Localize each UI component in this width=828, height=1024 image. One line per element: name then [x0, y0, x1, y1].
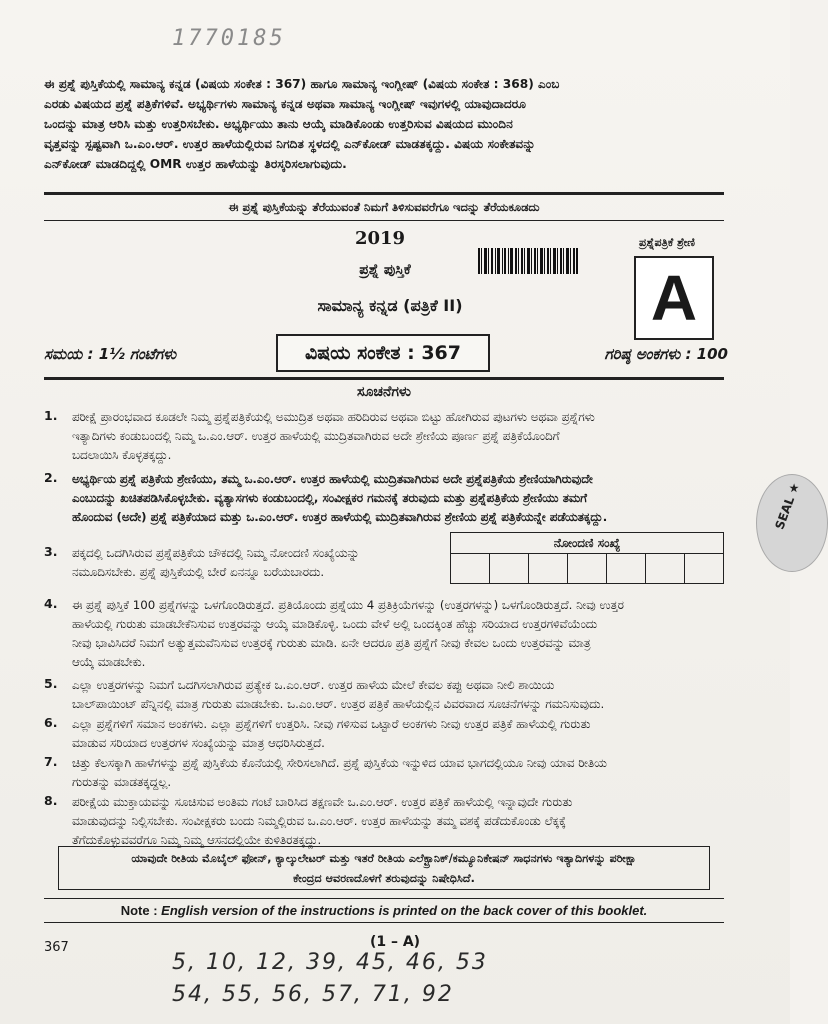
divider: [44, 220, 724, 221]
intro-paragraph: [44, 74, 724, 174]
instruction-line: ಎಂಬುದನ್ನು ಖಚಿತಪಡಿಸಿಕೊಳ್ಳಬೇಕು. ವ್ಯತ್ಯಾಸಗಳು ಕಂಡುಬಂದಲ್ಲಿ, ಸಂವೀಕ್ಷಕರ ಗಮನಕ್ಕೆ ತರುವುದು ಮತ್ತು ಪ್ರಶ್ನೆಪತ್ರಿಕೆಯ ಶ್ರೇಣಿಯು ತಮಗೆ: [72, 491, 587, 505]
instruction-item: [44, 596, 724, 672]
handwritten-numbers-line: 54, 55, 56, 57, 71, 92: [172, 982, 454, 1007]
instruction-number: 4.: [44, 596, 58, 611]
instruction-number: 5.: [44, 676, 58, 691]
intro-line: ಒಂದನ್ನು ಮಾತ್ರ ಆರಿಸಿ ಮತ್ತು ಉತ್ತರಿಸಬೇಕು. ಅಭ್ಯರ್ಥಿಯು ತಾನು ಆಯ್ಕೆ ಮಾಡಿಕೊಂಡು ಉತ್ತರಿಸುವ ವಿಷಯದ ಮುಂದಿನ: [44, 117, 513, 131]
intro-line: ಈ ಪ್ರಶ್ನೆ ಪುಸ್ತಿಕೆಯಲ್ಲಿ ಸಾಮಾನ್ಯ ಕನ್ನಡ (ವಿಷಯ ಸಂಕೇತ : 367) ಹಾಗೂ ಸಾಮಾನ್ಯ ಇಂಗ್ಲೀಷ್ (ವಿಷಯ ಸಂಕೇತ : 368) ಎಂಬ: [44, 77, 560, 91]
divider: [44, 922, 724, 923]
instruction-item: [44, 676, 724, 714]
instruction-item: [44, 544, 444, 582]
time-label: ಸಮಯ : 1½ ಗಂಟೆಗಳು: [44, 345, 177, 363]
english-version-note: [44, 903, 724, 918]
registration-cell[interactable]: [490, 554, 529, 583]
instruction-item: [44, 408, 724, 465]
max-marks: ಗರಿಷ್ಠ ಅಂಕಗಳು : 100: [604, 345, 728, 363]
series-box: [634, 256, 714, 340]
instruction-line: ಬದಲಾಯಿಸಿ ಕೊಳ್ಳತಕ್ಕದ್ದು.: [72, 448, 172, 462]
prohibited-devices-banner: [58, 846, 710, 890]
instruction-line: ಇತ್ಯಾದಿಗಳು ಕಂಡುಬಂದಲ್ಲಿ ನಿಮ್ಮ ಒ.ಎಂ.ಆರ್. ಉತ್ತರ ಹಾಳೆಯಲ್ಲಿ ಮುದ್ರಿತವಾಗಿರುವ ಅದೇ ಶ್ರೇಣಿಯ ಪೂರ್ಣ ಪ್ರಶ್ನೆ ಪತ್ರಿಕೆಯೊಂದಿಗೆ: [72, 429, 560, 443]
handwritten-numbers-line: 5, 10, 12, 39, 45, 46, 53: [172, 950, 488, 975]
instruction-line: ಅಭ್ಯರ್ಥಿಯ ಪ್ರಶ್ನೆ ಪತ್ರಿಕೆಯ ಶ್ರೇಣಿಯು, ತಮ್ಮ ಒ.ಎಂ.ಆರ್. ಉತ್ತರ ಹಾಳೆಯಲ್ಲಿ ಮುದ್ರಿತವಾಗಿರುವ ಅದೇ ಪ್ರಶ್ನೆಪತ್ರಿಕೆಯ ಶ್ರೇಣಿಯಾಗಿರುವುದೇ: [72, 472, 593, 486]
instruction-line: ಎಲ್ಲಾ ಪ್ರಶ್ನೆಗಳಿಗೆ ಸಮಾನ ಅಂಕಗಳು. ಎಲ್ಲಾ ಪ್ರಶ್ನೆಗಳಿಗೆ ಉತ್ತರಿಸಿ. ನೀವು ಗಳಿಸುವ ಒಟ್ಟಾರೆ ಅಂಕಗಳು ನೀವು ಉತ್ತರ ಪತ್ರಿಕೆ ಹಾಳೆಯಲ್ಲಿ ಗುರುತು: [72, 717, 591, 731]
instruction-line: ನಮೂದಿಸಬೇಕು. ಪ್ರಶ್ನೆ ಪುಸ್ತಿಕೆಯಲ್ಲಿ ಬೇರೆ ಏನನ್ನೂ ಬರೆಯಬಾರದು.: [72, 565, 325, 579]
instruction-item: [44, 470, 724, 527]
instruction-line: ಚಿತ್ತು ಕೆಲಸಕ್ಕಾಗಿ ಹಾಳೆಗಳನ್ನು ಪ್ರಶ್ನೆ ಪುಸ್ತಿಕೆಯ ಕೊನೆಯಲ್ಲಿ ಸೇರಿಸಲಾಗಿದೆ. ಪ್ರಶ್ನೆ ಪುಸ್ತಿಕೆಯ ಇನ್ನುಳಿದ ಯಾವ ಭಾಗದಲ್ಲಿಯೂ ನೀವು ಯಾವ ರೀತಿಯ: [72, 756, 607, 770]
instruction-line: ಪರೀಕ್ಷೆ ಪ್ರಾರಂಭವಾದ ಕೂಡಲೇ ನಿಮ್ಮ ಪ್ರಶ್ನೆಪತ್ರಿಕೆಯಲ್ಲಿ ಅಮುದ್ರಿತ ಅಥವಾ ಹರಿದಿರುವ ಅಥವಾ ಬಿಟ್ಟು ಹೋಗಿರುವ ಪುಟಗಳು ಅಥವಾ ಪ್ರಶ್ನೆಗಳು: [72, 410, 595, 424]
instruction-line: ಎಲ್ಲಾ ಉತ್ತರಗಳನ್ನು ನಿಮಗೆ ಒದಗಿಸಲಾಗಿರುವ ಪ್ರತ್ಯೇಕ ಒ.ಎಂ.ಆರ್. ಉತ್ತರ ಹಾಳೆಯ ಮೇಲೆ ಕೇವಲ ಕಪ್ಪು ಅಥವಾ ನೀಲಿ ಶಾಯಿಯ: [72, 678, 555, 692]
subject-code: ವಿಷಯ ಸಂಕೇತ : 367: [305, 342, 461, 364]
seal-sticker: [756, 474, 828, 572]
instruction-number: 8.: [44, 793, 58, 808]
instruction-number: 3.: [44, 544, 58, 559]
instruction-line: ತೆಗೆದುಕೊಳ್ಳುವವರೆಗೂ ನಿಮ್ಮ ನಿಮ್ಮ ಆಸನದಲ್ಲಿಯೇ ಕುಳಿತಿರತಕ್ಕದ್ದು.: [72, 833, 322, 847]
instruction-line: ನೀವು ಭಾವಿಸಿದರೆ ನಿಮಗೆ ಅತ್ಯುತ್ತಮವೆನಿಸುವ ಉತ್ತರಕ್ಕೆ ಗುರುತು ಮಾಡಿ. ಏನೇ ಆದರೂ ಪ್ರತಿ ಪ್ರಶ್ನೆಗೆ ನೀವು ಕೇವಲ ಒಂದು ಉತ್ತರವನ್ನು ಮಾತ್ರ: [72, 636, 591, 650]
divider: [44, 377, 724, 380]
instruction-line: ಹಾಳೆಯಲ್ಲಿ ಗುರುತು ಮಾಡಬೇಕೆನಿಸುವ ಉತ್ತರವನ್ನು ಆಯ್ಕೆ ಮಾಡಿಕೊಳ್ಳಿ. ಒಂದು ವೇಳೆ ಅಲ್ಲಿ ಒಂದಕ್ಕಿಂತ ಹೆಚ್ಚು ಸರಿಯಾದ ಉತ್ತರಗಳಿವೆಯೆಂದು: [72, 617, 598, 631]
do-not-open-notice: ಈ ಪ್ರಶ್ನೆ ಪುಸ್ತಿಕೆಯನ್ನು ತೆರೆಯುವಂತೆ ನಿಮಗೆ ತಿಳಿಸುವವರೆಗೂ ಇದನ್ನು ತೆರೆಯಕೂಡದು: [228, 200, 540, 214]
instruction-item: [44, 754, 724, 792]
instruction-line: ಪರೀಕ್ಷೆಯ ಮುಕ್ತಾಯವನ್ನು ಸೂಚಿಸುವ ಅಂತಿಮ ಗಂಟೆ ಬಾರಿಸಿದ ತಕ್ಷಣವೇ ಒ.ಎಂ.ಆರ್. ಉತ್ತರ ಪತ್ರಿಕೆ ಹಾಳೆಯಲ್ಲಿ ಇನ್ನಾವುದೇ ಗುರುತು: [72, 795, 573, 809]
registration-box-title: ನೋಂದಣಿ ಸಂಖ್ಯೆ: [451, 533, 723, 554]
subject-code-box: [276, 334, 490, 372]
registration-cell[interactable]: [685, 554, 723, 583]
note-text: English version of the instructions is printed on the back cover of this booklet.: [161, 903, 648, 918]
footer-code: 367: [44, 940, 69, 955]
series-label: ಪ್ರಶ್ನೆಪತ್ರಿಕೆ ಶ್ರೇಣಿ: [639, 236, 695, 249]
instruction-number: 1.: [44, 408, 58, 423]
intro-line: ಎನ್‌ಕೋಡ್ ಮಾಡದಿದ್ದಲ್ಲಿ OMR ಉತ್ತರ ಹಾಳೆಯನ್ನು ತಿರಸ್ಕರಿಸಲಾಗುವುದು.: [44, 157, 347, 171]
registration-cell[interactable]: [451, 554, 490, 583]
banner-line: ಕೇಂದ್ರದ ಆವರಣದೊಳಗೆ ತರುವುದನ್ನು ನಿಷೇಧಿಸಿದೆ.: [293, 872, 475, 885]
registration-cell[interactable]: [529, 554, 568, 583]
series-value: A: [650, 262, 698, 334]
intro-line: ವೃತ್ತವನ್ನು ಸ್ಪಷ್ಟವಾಗಿ ಒ.ಎಂ.ಆರ್. ಉತ್ತರ ಹಾಳೆಯಲ್ಲಿರುವ ನಿಗದಿತ ಸ್ಥಳದಲ್ಲಿ ಎನ್‌ಕೋಡ್ ಮಾಡತಕ್ಕದ್ದು. ವಿಷಯ ಸಂಕೇತವನ್ನು: [44, 137, 536, 151]
barcode-icon: [478, 248, 578, 274]
instruction-line: ಮಾಡುವುದನ್ನು ನಿಲ್ಲಿಸಬೇಕು. ಸಂವೀಕ್ಷಕರು ಬಂದು ನಿಮ್ಮಲ್ಲಿರುವ ಒ.ಎಂ.ಆರ್. ಉತ್ತರ ಹಾಳೆಯನ್ನು ತಮ್ಮ ವಶಕ್ಕೆ ಪಡೆದುಕೊಂಡು ಲೆಕ್ಕಕ್ಕೆ: [72, 814, 566, 828]
instruction-line: ಆಯ್ಕೆ ಮಾಡಬೇಕು.: [72, 655, 146, 669]
registration-cell[interactable]: [568, 554, 607, 583]
note-prefix: Note :: [120, 903, 158, 918]
instruction-number: 2.: [44, 470, 58, 485]
paper-title: ಸಾಮಾನ್ಯ ಕನ್ನಡ (ಪತ್ರಿಕೆ II): [317, 296, 463, 315]
divider: [44, 192, 724, 195]
instruction-item: [44, 715, 724, 753]
instructions-title: ಸೂಚನೆಗಳು: [357, 384, 411, 400]
serial-number: 1770185: [172, 26, 286, 51]
intro-line: ಎರಡು ವಿಷಯದ ಪ್ರಶ್ನೆ ಪತ್ರಿಕೆಗಳಿವೆ. ಅಭ್ಯರ್ಥಿಗಳು ಸಾಮಾನ್ಯ ಕನ್ನಡ ಅಥವಾ ಸಾಮಾನ್ಯ ಇಂಗ್ಲೀಷ್ ಇವುಗಳಲ್ಲಿ ಯಾವುದಾದರೂ: [44, 97, 527, 111]
divider: [44, 898, 724, 899]
instruction-item: [44, 793, 724, 850]
instruction-line: ಹೊಂದುವ (ಅದೇ) ಪ್ರಶ್ನೆ ಪತ್ರಿಕೆಯಾದ ಮತ್ತು ಒ.ಎಂ.ಆರ್. ಉತ್ತರ ಹಾಳೆಯಲ್ಲಿ ಮುದ್ರಿತವಾಗಿರುವ ಶ್ರೇಣಿಯ ಪ್ರಶ್ನೆ ಪತ್ರಿಕೆಯನ್ನೇ ಪಡೆಯತಕ್ಕದ್ದು.: [72, 510, 608, 524]
registration-cells: [451, 554, 723, 583]
instruction-line: ಈ ಪ್ರಶ್ನೆ ಪುಸ್ತಿಕೆ 100 ಪ್ರಶ್ನೆಗಳನ್ನು ಒಳಗೊಂಡಿರುತ್ತದೆ. ಪ್ರತಿಯೊಂದು ಪ್ರಶ್ನೆಯು 4 ಪ್ರತಿಕ್ರಿಯೆಗಳನ್ನು (ಉತ್ತರಗಳನ್ನು) ಒಳಗೊಂಡಿರುತ್ತದೆ. ನೀವು ಉತ್ತರ: [72, 598, 624, 612]
instruction-line: ಮಾಡುವ ಸರಿಯಾದ ಉತ್ತರಗಳ ಸಂಖ್ಯೆಯನ್ನು ಮಾತ್ರ ಆಧರಿಸಿರುತ್ತದೆ.: [72, 736, 325, 750]
instruction-number: 6.: [44, 715, 58, 730]
footer-page-number: (1 – A): [369, 934, 421, 950]
seal-text: SEAL ★: [772, 480, 803, 532]
registration-cell[interactable]: [646, 554, 685, 583]
instruction-line: ಬಾಲ್‌ಪಾಯಿಂಟ್ ಪೆನ್ನಿನಲ್ಲಿ ಮಾತ್ರ ಗುರುತು ಮಾಡಬೇಕು. ಒ.ಎಂ.ಆರ್. ಉತ್ತರ ಪತ್ರಿಕೆ ಹಾಳೆಯಲ್ಲಿನ ವಿವರವಾದ ಸೂಚನೆಗಳನ್ನು ಗಮನಿಸುವುದು.: [72, 697, 605, 711]
exam-year: 2019: [354, 228, 406, 249]
registration-cell[interactable]: [607, 554, 646, 583]
registration-number-box: [450, 532, 724, 584]
instruction-line: ಪಕ್ಕದಲ್ಲಿ ಒದಗಿಸಿರುವ ಪ್ರಶ್ನೆಪತ್ರಿಕೆಯ ಚೌಕದಲ್ಲಿ ನಿಮ್ಮ ನೋಂದಣಿ ಸಂಖ್ಯೆಯನ್ನು: [72, 546, 360, 560]
instruction-number: 7.: [44, 754, 58, 769]
banner-line: ಯಾವುದೇ ರೀತಿಯ ಮೊಬೈಲ್ ಫೋನ್, ಕ್ಯಾಲ್ಕುಲೇಟರ್ ಮತ್ತು ಇತರೆ ರೀತಿಯ ಎಲೆಕ್ಟ್ರಾನಿಕ್/ಕಮ್ಯೂನಿಕೇಷನ್ ಸಾಧನಗಳು ಇತ್ಯಾದಿಗಳನ್ನು ಪರೀಕ್ಷಾ: [131, 852, 637, 865]
booklet-label: ಪ್ರಶ್ನೆ ಪುಸ್ತಿಕೆ: [359, 262, 411, 278]
instruction-line: ಗುರುತನ್ನು ಮಾಡತಕ್ಕದ್ದಲ್ಲ.: [72, 775, 172, 789]
